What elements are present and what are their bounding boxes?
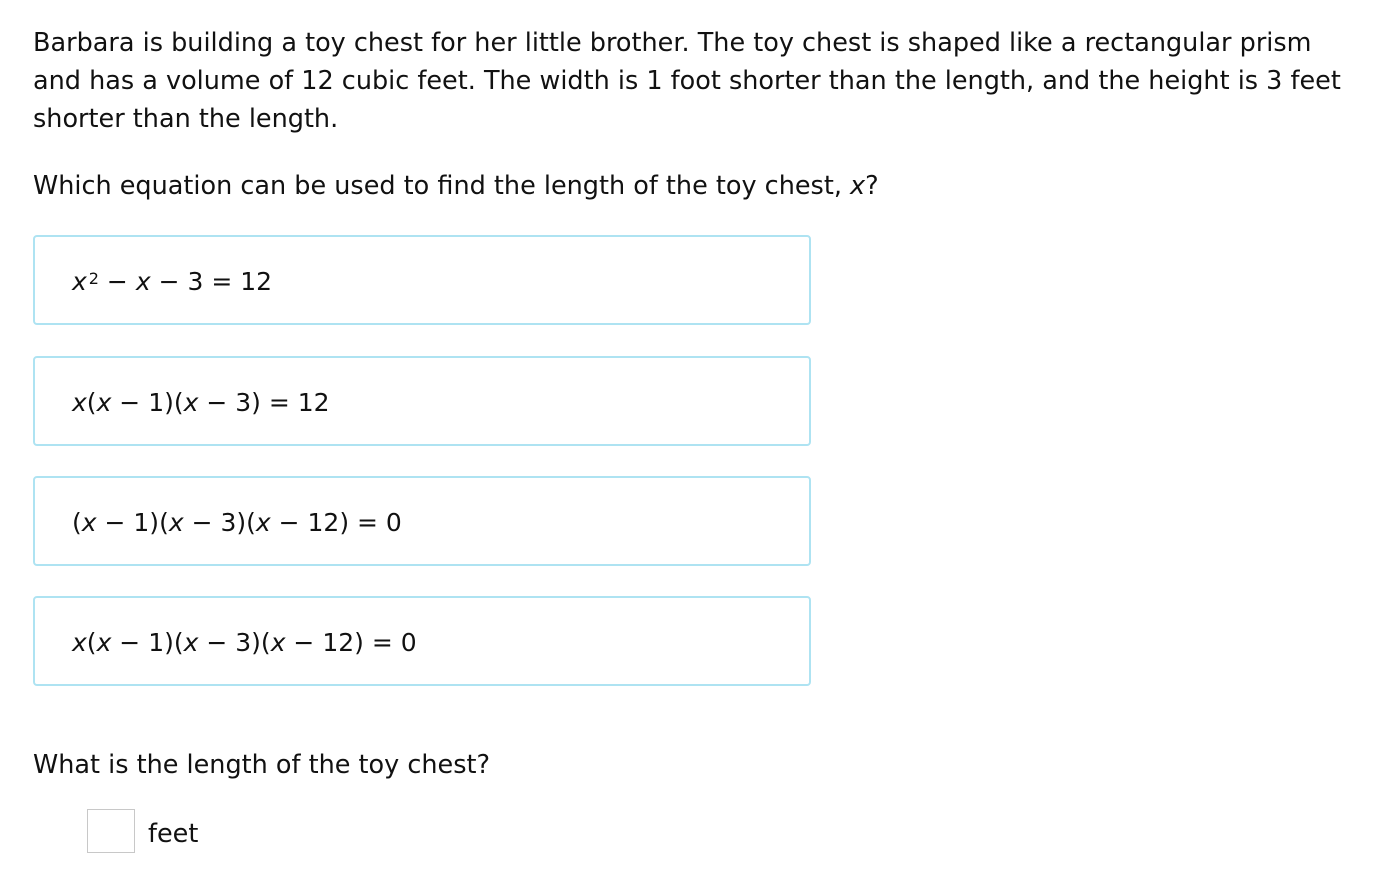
question-equation-suffix: ? (865, 171, 879, 201)
choice-2-var: x (72, 388, 87, 417)
choice-3-rest: (x − 1)(x − 3)(x − 12) = 0 (72, 508, 402, 537)
choice-3-equation (72, 506, 402, 540)
choice-1-exponent: 2 (88, 269, 99, 288)
answer-choice-2[interactable] (33, 356, 811, 446)
choice-1-rest: − x − 3 = 12 (98, 267, 273, 296)
choice-2-rest: (x − 1)(x − 3) = 12 (86, 388, 330, 417)
length-answer-input[interactable] (87, 809, 135, 853)
question-length: What is the length of the toy chest? (33, 750, 491, 780)
choice-4-rest: (x − 1)(x − 3)(x − 12) = 0 (86, 628, 417, 657)
question-equation (33, 167, 879, 205)
choice-4-var: x (72, 628, 87, 657)
choice-1-var: x (72, 267, 87, 296)
unit-label: feet (148, 819, 199, 849)
answer-choice-4[interactable] (33, 596, 811, 686)
answer-choice-1[interactable] (33, 235, 811, 325)
choice-1-equation (72, 265, 272, 302)
answer-choice-3[interactable] (33, 476, 811, 566)
choice-4-equation (72, 626, 417, 660)
question-equation-variable: x (850, 171, 866, 201)
choice-2-equation (72, 386, 330, 420)
question-equation-prefix: Which equation can be used to find the length of the toy chest, (33, 171, 851, 201)
problem-statement: Barbara is building a toy chest for her little brother. The toy chest is shaped like a rectangular prism and has a volume of 12 cubic feet. The width is 1 foot shorter than the length, and the height is 3 feet shorter than the length. (33, 28, 1341, 134)
